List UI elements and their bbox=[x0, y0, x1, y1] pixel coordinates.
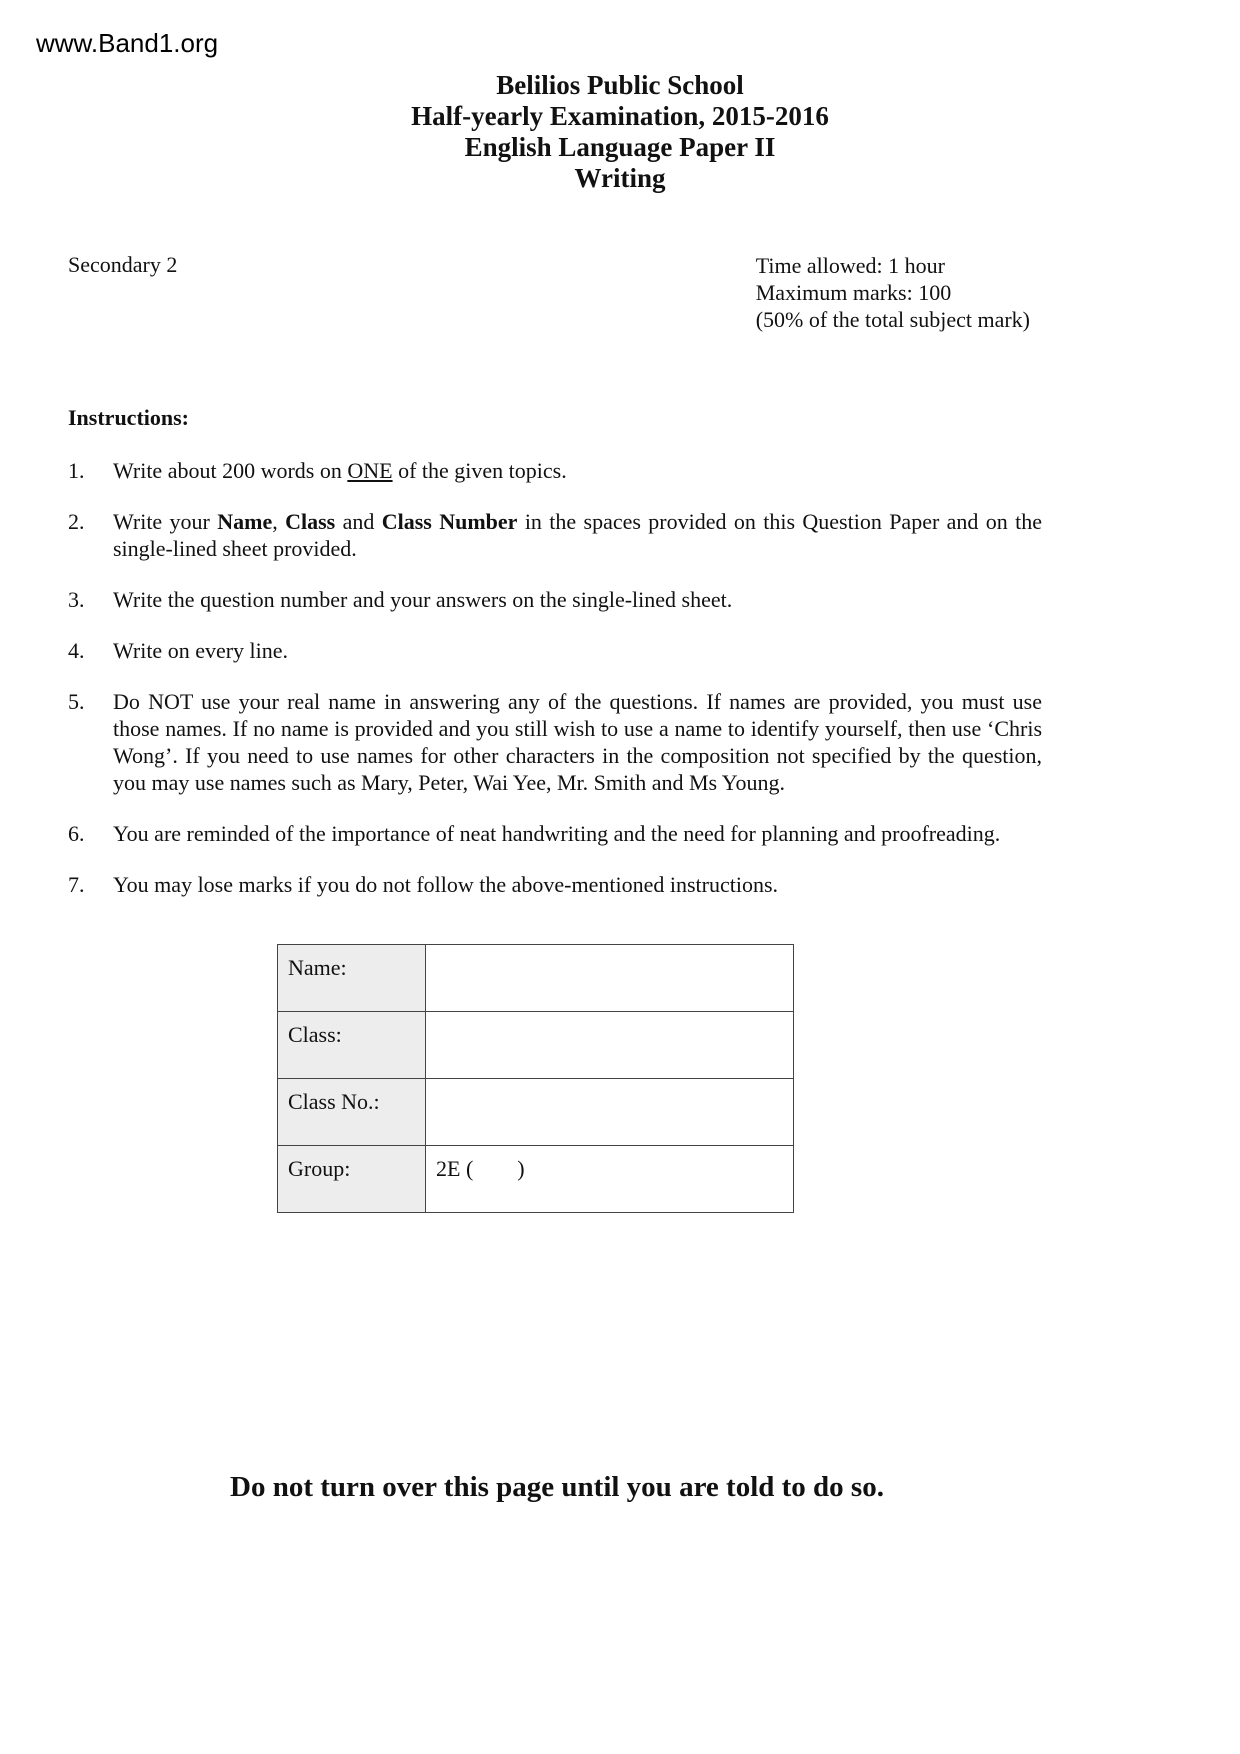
instruction-text-segment: of the given topics. bbox=[392, 458, 567, 483]
instruction-text: You may lose marks if you do not follow the above-mentioned instructions. bbox=[113, 872, 779, 897]
instruction-item-6 bbox=[68, 820, 1042, 847]
table-row-name bbox=[278, 945, 794, 1012]
instruction-text bbox=[113, 508, 1042, 562]
instruction-item-4 bbox=[68, 637, 1042, 664]
paper-name: English Language Paper II bbox=[464, 132, 776, 162]
instruction-text-bold: Class bbox=[285, 509, 336, 534]
instruction-text: Do NOT use your real name in answering any of the questions. If names are provided, you must use those names. If no name is provided and you still wish to use a name to identify yourself, then use ‘Chris Wong’. If you need to use names for other characters in the composition not specified by the question, you may use names such as Mary, Peter, Wai Yee, Mr. Smith and Ms Young. bbox=[113, 689, 1042, 795]
instruction-text: Write the question number and your answers on the single-lined sheet. bbox=[113, 587, 733, 612]
instruction-number: 3. bbox=[68, 587, 85, 612]
instruction-text-bold: Name bbox=[217, 509, 273, 534]
instruction-text-segment: Write your bbox=[113, 509, 218, 534]
table-row-class-no bbox=[278, 1079, 794, 1146]
class-no-label: Class No.: bbox=[278, 1079, 426, 1146]
instruction-text-bold: Class Number bbox=[381, 509, 518, 534]
instruction-text-segment: Write about 200 words on bbox=[113, 458, 348, 483]
instruction-item-7 bbox=[68, 871, 1042, 898]
name-field bbox=[426, 945, 794, 1012]
exam-name: Half-yearly Examination, 2015-2016 bbox=[411, 101, 829, 131]
exam-conditions bbox=[756, 252, 1030, 333]
instruction-number: 6. bbox=[68, 821, 85, 846]
instruction-text-segment: in the spaces provided on this Question Paper and on the single-lined sheet provided. bbox=[113, 509, 1043, 561]
instruction-item-2 bbox=[68, 508, 1042, 562]
instruction-item-5 bbox=[68, 688, 1042, 796]
instruction-item-3 bbox=[68, 586, 1042, 613]
table-row-group bbox=[278, 1146, 794, 1213]
instruction-text bbox=[113, 457, 1042, 484]
instruction-text: Write on every line. bbox=[113, 638, 289, 663]
instruction-text-segment: , bbox=[272, 509, 286, 534]
instruction-number: 5. bbox=[68, 689, 85, 714]
subject-mark-note: (50% of the total subject mark) bbox=[755, 307, 1030, 332]
student-info-table bbox=[277, 944, 794, 1213]
instruction-text-underlined: ONE bbox=[347, 458, 393, 483]
instruction-text: You are reminded of the importance of neat handwriting and the need for planning and proofreading. bbox=[113, 821, 1001, 846]
site-watermark: www.Band1.org bbox=[36, 28, 219, 58]
instruction-text-segment: and bbox=[335, 509, 382, 534]
time-allowed: Time allowed: 1 hour bbox=[755, 253, 945, 278]
name-label: Name: bbox=[278, 945, 426, 1012]
school-name: Belilios Public School bbox=[496, 70, 744, 100]
instruction-item-1 bbox=[68, 457, 1042, 484]
maximum-marks: Maximum marks: 100 bbox=[755, 280, 952, 305]
group-label: Group: bbox=[278, 1146, 426, 1213]
class-field bbox=[426, 1012, 794, 1079]
class-label: Class: bbox=[278, 1012, 426, 1079]
instruction-number: 2. bbox=[68, 509, 85, 534]
secondary-level: Secondary 2 bbox=[68, 252, 178, 277]
paper-section: Writing bbox=[574, 163, 666, 193]
instructions-heading: Instructions: bbox=[68, 405, 190, 430]
instruction-number: 7. bbox=[68, 872, 85, 897]
group-field: 2E ( ) bbox=[426, 1146, 794, 1213]
instruction-list bbox=[68, 457, 1042, 898]
exam-meta bbox=[68, 252, 1030, 333]
table-row-class bbox=[278, 1012, 794, 1079]
class-no-field bbox=[426, 1079, 794, 1146]
do-not-turn-over-notice: Do not turn over this page until you are told to do so. bbox=[230, 1471, 884, 1503]
instruction-number: 4. bbox=[68, 638, 85, 663]
instruction-number: 1. bbox=[68, 458, 85, 483]
